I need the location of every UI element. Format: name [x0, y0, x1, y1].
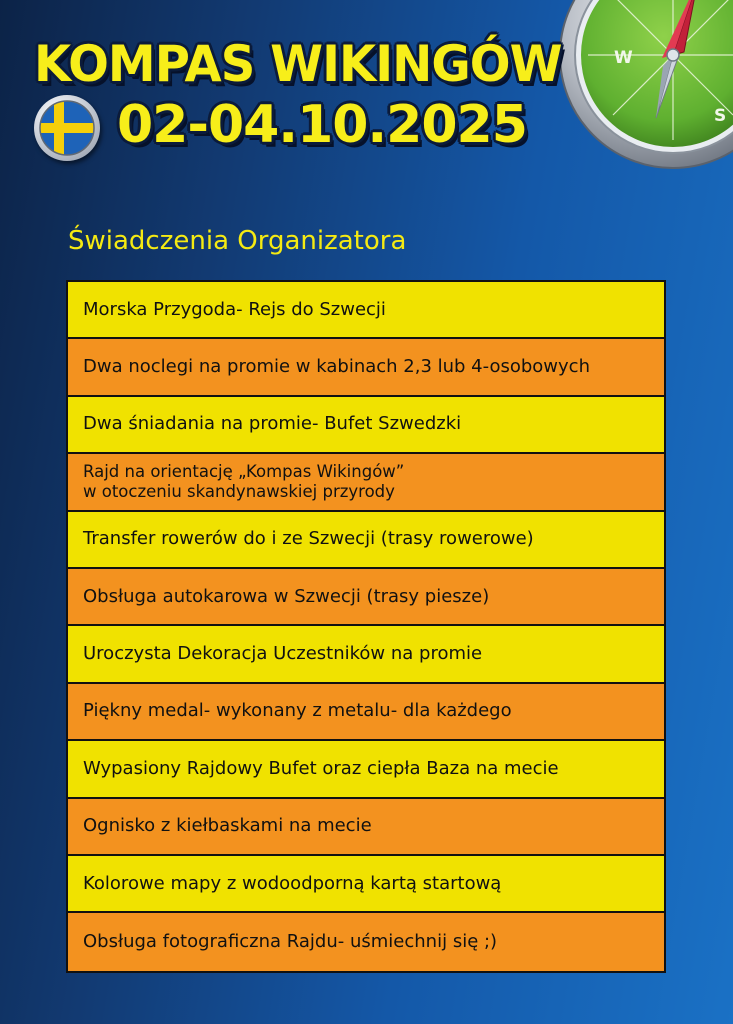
list-item-label: [83, 462, 404, 502]
compass-west-label: W: [614, 48, 633, 68]
list-item-line-1: Rajd na orientację „Kompas Wikingów”: [83, 461, 405, 481]
list-item-label: Dwa śniadania na promie- Bufet Szwedzki: [83, 413, 462, 435]
list-item-label: Ognisko z kiełbaskami na mecie: [83, 815, 372, 837]
list-item: [68, 512, 664, 569]
compass-south-label: S: [714, 106, 727, 126]
list-item: [68, 339, 664, 396]
list-item-label: Morska Przygoda- Rejs do Szwecji: [83, 298, 386, 320]
list-item-label: Kolorowe mapy z wodoodporną kartą startową: [83, 872, 502, 894]
list-item: [68, 569, 664, 626]
list-item: [68, 684, 664, 741]
compass-graphic: [558, 0, 733, 170]
list-item-line-2: w otoczeniu skandynawskiej przyrody: [83, 481, 395, 501]
swedish-flag-icon: [34, 95, 100, 161]
list-item-label: Piękny medal- wykonany z metalu- dla każdego: [83, 700, 512, 722]
list-item-label: Wypasiony Rajdowy Bufet oraz ciepła Baza na mecie: [83, 757, 559, 779]
event-dates: 02-04.10.2025: [117, 95, 527, 155]
list-item-label: Obsługa fotograficzna Rajdu- uśmiechnij się ;): [83, 930, 498, 952]
list-item: [68, 799, 664, 856]
list-item: [68, 397, 664, 454]
list-item-label: Obsługa autokarowa w Szwecji (trasy piesze): [83, 585, 490, 607]
list-item: [68, 454, 664, 511]
list-item: [68, 741, 664, 798]
list-item: [68, 626, 664, 683]
section-title: Świadczenia Organizatora: [68, 226, 407, 256]
list-item-label: Transfer rowerów do i ze Szwecji (trasy rowerowe): [83, 528, 534, 550]
list-item: [68, 856, 664, 913]
list-item-label: Uroczysta Dekoracja Uczestników na promie: [83, 643, 483, 665]
list-item-label: Dwa noclegi na promie w kabinach 2,3 lub 4-osobowych: [83, 356, 590, 378]
event-title: KOMPAS WIKINGÓW: [34, 35, 562, 93]
services-list: [66, 280, 666, 973]
list-item: [68, 282, 664, 339]
list-item: [68, 913, 664, 970]
